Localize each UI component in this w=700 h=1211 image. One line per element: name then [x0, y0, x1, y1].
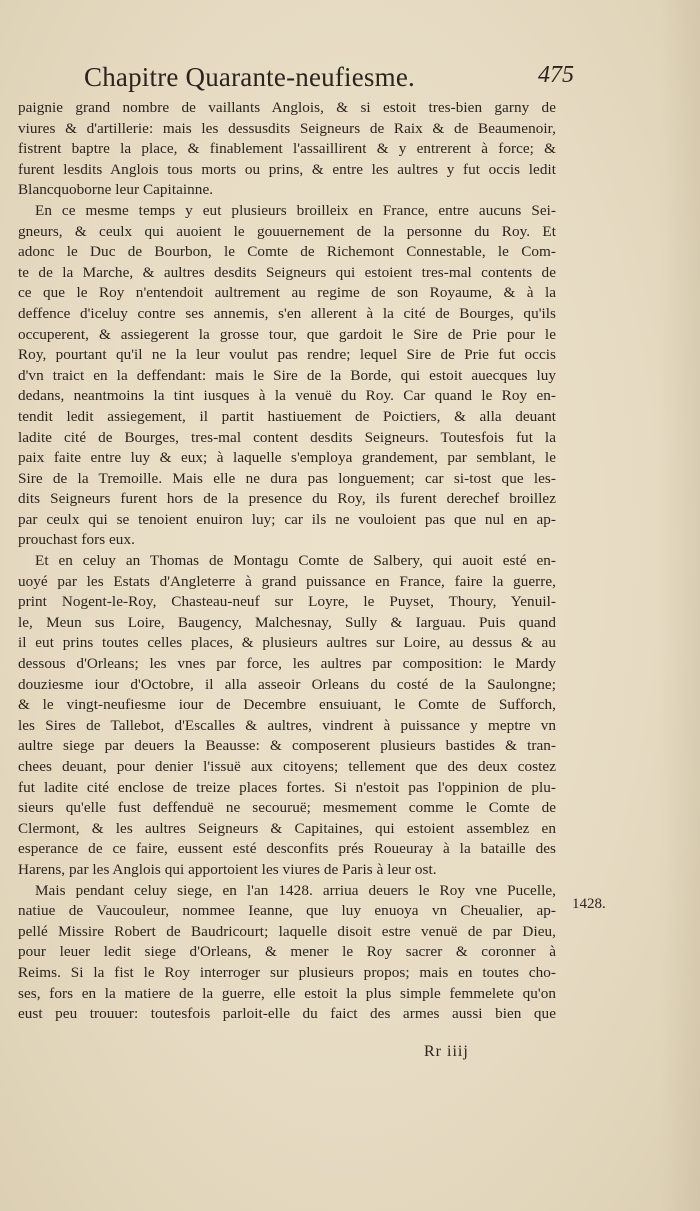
text-line: aultre siege par deuers la Beausse: & composerent plusieurs bastides & tran-: [18, 737, 556, 755]
text-line: chees deuant, pour denier l'issuë aux citoyens; tellement que des deux costez: [18, 758, 556, 775]
text-line: pellé Missire Robert de Baudricourt; laquelle disoit estre venuë de par Dieu,: [18, 922, 556, 940]
text-line: pour leuer ledit siege d'Orleans, & mener le Roy sacrer & coronner à: [18, 943, 556, 961]
text-line: dits Seigneurs furent hors de la presence du Roy, ils furent derechef broillez: [18, 490, 556, 508]
page-edge-shadow: [660, 0, 700, 1211]
text-line: furent lesdits Anglois tous morts ou prins, & entre les aultres y fut occis ledit: [18, 160, 556, 178]
page-number: 475: [538, 62, 574, 88]
text-line: tendit ledit assiegement, il partit hastiuement de Poictiers, & alla deuant: [18, 407, 556, 425]
margin-year-note: 1428.: [572, 896, 606, 912]
text-line: print Nogent-le-Roy, Chasteau-neuf sur Loyre, le Puyset, Thoury, Yenuil-: [18, 593, 556, 611]
text-line: adonc le Duc de Bourbon, le Comte de Richemont Connestable, le Com-: [18, 243, 556, 261]
page-header: [84, 62, 574, 98]
text-line: Clermont, & les aultres Seigneurs & Capitaines, qui estoient assemblez en: [18, 819, 556, 837]
text-line: par ceulx qui se tenoient enuiron luy; car ils ne vouloient pas que nul en ap-: [18, 510, 556, 528]
text-line: sieurs qu'elle fust deffenduë ne secouruë; mesmement comme le Comte de: [18, 799, 556, 817]
text-line: les Sires de Tallebot, d'Escalles & aultres, vindrent à puissance y meptre vn: [18, 716, 556, 734]
text-line: paignie grand nombre de vaillants Anglois, & si estoit tres-bien garny de: [18, 99, 556, 116]
text-line: d'vn traict en la deffendant: mais le Sire de la Borde, qui estoit auecques luy: [18, 366, 556, 384]
text-line: dedans, neantmoins la tint iusques à la venuë du Roy. Car quand le Roy en-: [18, 387, 556, 405]
text-line: En ce mesme temps y eut plusieurs broilleix en France, entre aucuns Sei-: [35, 201, 556, 219]
text-line: ladite cité de Bourges, tres-mal content desdits Seigneurs. Toutesfois fut la: [18, 428, 556, 446]
text-line: paix faite entre luy & eux; à laquelle s'employa grandement, par semblant, le: [18, 449, 556, 467]
text-line: le, Meun sus Loire, Baugency, Malchesnay, Sully & Iarguau. Puis quand: [18, 613, 556, 631]
text-line: Harens, par les Anglois qui apportoient les viures de Paris à leur ost.: [18, 860, 437, 878]
text-line: eust peu trouuer: toutesfois parloit-elle du faict des armes aussi bien que: [18, 1005, 556, 1023]
text-line: il eut prins toutes celles places, & plusieurs aultres sur Loire, au dessus & au: [18, 634, 556, 652]
text-line: gneurs, & ceulx qui auoient le gouuernement de la personne du Roy. Et: [18, 222, 556, 240]
text-line: Sire de la Tremoille. Mais elle ne dura pas longuement; car si-tost que les-: [18, 469, 556, 487]
signature-mark: Rr iiij: [424, 1043, 469, 1060]
text-line: ses, fors en la matiere de la guerre, elle estoit la plus simple femmelete qu'on: [18, 984, 556, 1002]
text-line: deffence d'iceluy contre ses annemis, s'en allerent à la cité de Bourges, qu'ils: [18, 304, 556, 322]
text-line: Reims. Si la fist le Roy interroger sur plusieurs propos; mais en toutes cho-: [18, 963, 556, 981]
text-line: esperance de ce faire, eussent esté desconfits prés Roueuray à la bataille des: [18, 840, 556, 858]
text-line: fut ladite cité enclose de treize places fortes. Si n'estoit pas l'oppinion de plu-: [18, 778, 556, 796]
text-line: natiue de Vaucouleur, nommee Ieanne, que luy enuoya vn Cheualier, ap-: [18, 902, 556, 920]
text-line: douziesme iour d'Octobre, il alla asseoir Orleans du costé de la Saulongne;: [18, 675, 556, 693]
text-line: te de la Marche, & aultres desdits Seigneurs qui estoient tres-mal contents de: [18, 263, 556, 281]
text-line: Mais pendant celuy siege, en l'an 1428. arriua deuers le Roy vne Pucelle,: [35, 881, 556, 899]
text-line: prouchast fors eux.: [18, 531, 135, 549]
text-line: viures & d'artillerie: mais les dessusdits Seigneurs de Raix & de Beaumenoir,: [18, 119, 556, 137]
running-title: Chapitre Quarante-neufiesme.: [84, 62, 415, 92]
text-line: ce que le Roy n'entendoit aultrement au regime de son Royaume, & à la: [18, 284, 556, 302]
text-line: & le vingt-neufiesme iour de Decembre ensuiuant, le Comte de Sufforch,: [18, 696, 556, 714]
text-line: fistrent baptre la place, & finablement l'assaillirent & y entrerent à force; &: [18, 140, 556, 158]
text-line: Et en celuy an Thomas de Montagu Comte de Salbery, qui auoit esté en-: [35, 552, 556, 570]
text-line: occuperent, & assiegerent la grosse tour, que gardoit le Sire de Prie pour le: [18, 325, 556, 343]
text-line: uoyé par les Estats d'Angleterre à grand puissance en France, faire la guerre,: [18, 572, 556, 590]
text-line: dessous d'Orleans; les vnes par force, les aultres par composition: le Mardy: [18, 655, 556, 673]
body-text: [18, 98, 556, 1025]
text-line: Roy, pourtant qu'il ne la leur voulut pas rendre; lequel Sire de Prie fut occis: [18, 346, 556, 364]
text-line: Blancquoborne leur Capitainne.: [18, 181, 214, 199]
